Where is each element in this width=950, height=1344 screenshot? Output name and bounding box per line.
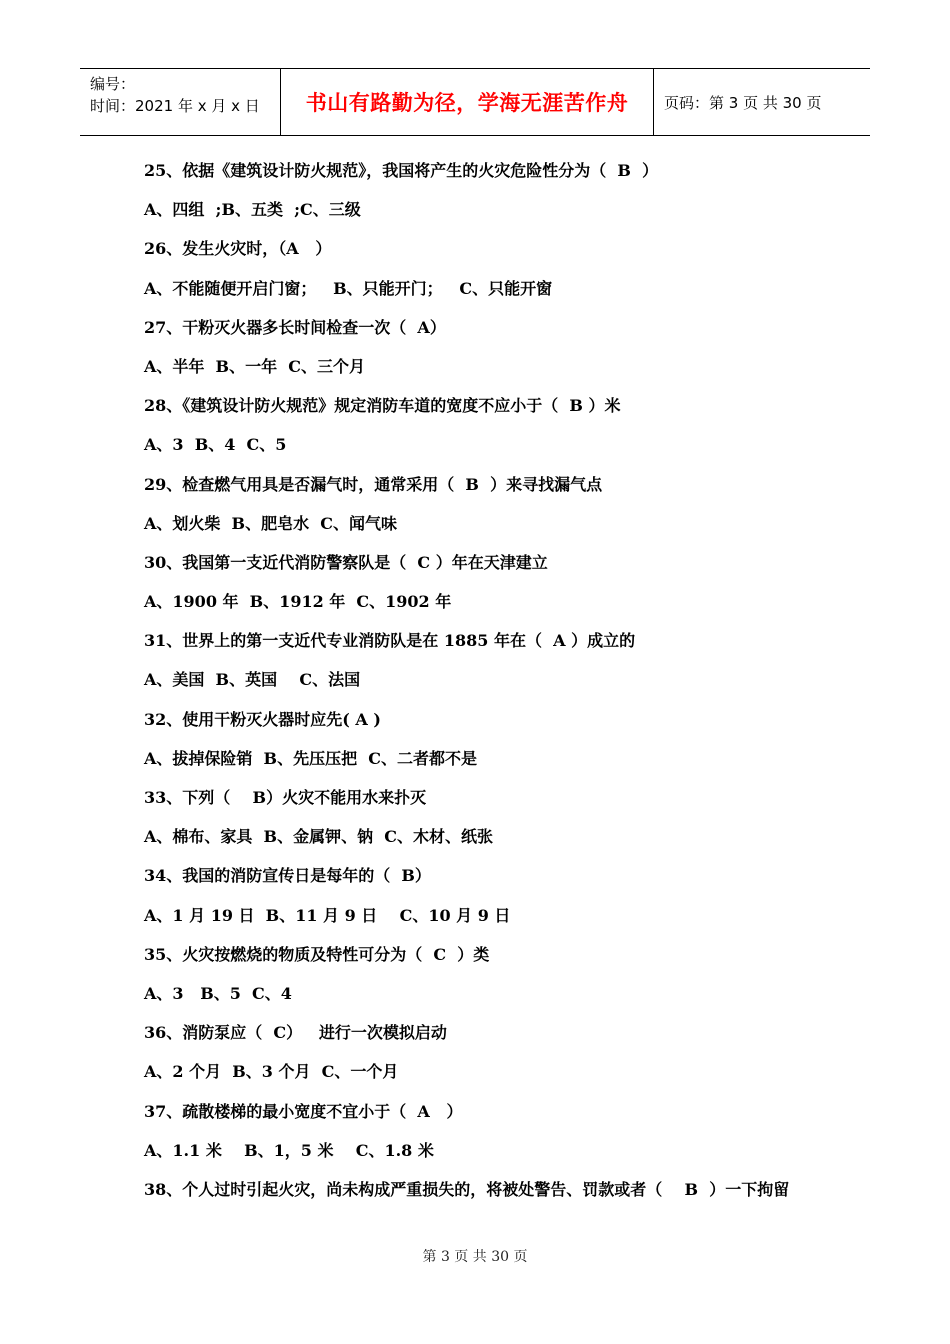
options-30: A、1900 年 B、1912 年 C、1902 年 [144, 592, 452, 612]
page-header [80, 68, 870, 136]
question-33: 33、下列（ B）火灾不能用水来扑灭 [144, 788, 427, 807]
question-31: 31、世界上的第一支近代专业消防队是在 1885 年在（ A ）成立的 [144, 631, 636, 651]
header-motto: 书山有路勤为径，学海无涯苦作舟 [281, 69, 654, 135]
question-28: 28、《建筑设计防火规范》规定消防车道的宽度不应小于（ B ）米 [144, 396, 621, 416]
options-33: A、棉布、家具 B、金属钾、钠 C、木材、纸张 [144, 827, 493, 847]
date-label: 时间：2021 年 x 月 x 日 [90, 97, 260, 115]
question-38: 38、个人过时引起火灾，尚未构成严重损失的，将被处警告、罚款或者（ B ）一下拘留 [144, 1179, 790, 1199]
question-36: 36、消防泵应（ C） 进行一次模拟启动 [144, 1023, 447, 1043]
options-35: A、3 B、5 C、4 [144, 983, 292, 1003]
serial-number-label: 编号： [90, 75, 136, 93]
options-28: A、3 B、4 C、5 [144, 435, 287, 455]
page-footer: 第 3 页 共 30 页 [422, 1249, 528, 1265]
question-29: 29、检查燃气用具是否漏气时，通常采用（ B ）来寻找漏气点 [144, 474, 603, 494]
options-32: A、拔掉保险销 B、先压压把 C、二者都不是 [144, 748, 477, 768]
options-27: A、半年 B、一年 C、三个月 [144, 356, 365, 376]
question-list [144, 153, 844, 1211]
question-26: 26、发生火灾时，（A ） [144, 239, 332, 259]
options-26: A、不能随便开启门窗； B、只能开门； C、只能开窗 [144, 278, 553, 298]
options-37: A、1.1 米 B、1，5 米 C、1.8 米 [144, 1140, 434, 1160]
question-32: 32、使用干粉灭火器时应先( A ) [144, 709, 381, 729]
question-37: 37、疏散楼梯的最小宽度不宜小于（ A ） [144, 1101, 463, 1121]
options-29: A、划火柴 B、肥皂水 C、闻气味 [144, 513, 397, 533]
options-25: A、四组 ;B、五类 ;C、三级 [144, 200, 361, 220]
question-25: 25、依据《建筑设计防火规范》，我国将产生的火灾危险性分为（ B ） [144, 161, 659, 180]
options-31: A、美国 B、英国 C、法国 [144, 670, 361, 690]
options-36: A、2 个月 B、3 个月 C、一个月 [144, 1062, 399, 1082]
question-35: 35、火灾按燃烧的物质及特性可分为（ C ）类 [144, 944, 490, 964]
header-meta [80, 69, 281, 135]
question-27: 27、干粉灭火器多长时间检查一次（ A） [144, 317, 446, 337]
question-34: 34、我国的消防宣传日是每年的（ B） [144, 866, 431, 886]
header-page-info: 页码：第 3 页 共 30 页 [664, 93, 822, 112]
question-30: 30、我国第一支近代消防警察队是（ C ）年在天津建立 [144, 552, 548, 572]
options-34: A、1 月 19 日 B、11 月 9 日 C、10 月 9 日 [144, 905, 511, 925]
